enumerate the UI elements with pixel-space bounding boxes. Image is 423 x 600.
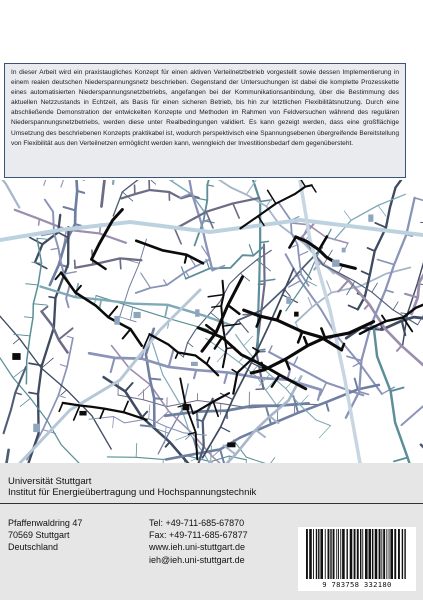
feeder-line <box>149 180 150 190</box>
feeder-line <box>26 284 38 285</box>
substation-marker <box>114 316 120 325</box>
barcode-bar <box>350 529 353 579</box>
barcode-digits: 9 783758 332180 <box>322 580 392 589</box>
feeder-line <box>277 311 281 320</box>
feeder-line <box>312 185 316 192</box>
substation-marker <box>79 411 86 416</box>
feeder-line <box>353 363 359 366</box>
feeder-line <box>362 271 370 275</box>
feeder-line <box>224 372 227 383</box>
feeder-line <box>339 266 343 273</box>
feeder-line <box>37 238 48 239</box>
contact-email-link[interactable]: ieh@ieh.uni-stuttgart.de <box>149 555 245 565</box>
barcode-bar <box>394 529 396 579</box>
address-street: Pfaffenwaldring 47 <box>8 518 83 528</box>
divider-line <box>0 503 423 504</box>
institute-name: Institut für Energieübertragung und Hochspannungstechnik <box>8 487 257 498</box>
substation-marker <box>195 309 199 317</box>
feeder-line <box>393 302 398 310</box>
feeder-line <box>120 239 147 317</box>
feeder-line <box>304 337 307 346</box>
feeder-line <box>39 219 40 225</box>
feeder-line <box>75 258 141 267</box>
feeder-line <box>207 185 213 186</box>
barcode-bar <box>362 529 363 579</box>
feeder-line <box>29 363 42 365</box>
feeder-line <box>125 383 132 391</box>
feeder-line <box>138 385 150 396</box>
feeder-line <box>75 224 81 226</box>
substation-marker <box>134 312 141 318</box>
barcode-bar <box>383 529 385 579</box>
feeder-line <box>49 297 55 298</box>
feeder-line <box>213 402 218 417</box>
feeder-line <box>59 328 73 339</box>
feeder-line <box>13 339 19 344</box>
feeder-line <box>385 290 393 292</box>
abstract-text: In dieser Arbeit wird ein praxistaugliches Konzept für einen aktiven Verteilnetzbetrieb vorgestellt sowie dessen Implementierung in einem realen deutschen Niederspannungsnetz beschrieben. Gegenstand der Untersuchungen ist dabei die komplette Prozesskette eines automatisierten Niederspannungsnetzbetriebs, angefangen bei der Kommunikationsanbindung, über die Bestimmung des aktuellen Netzzustands in Echtzeit, als Basis für einen sicheren Betrieb, bis hin zur letztlichen Flexibilitätsnutzung. Durch eine abschließende Demonstration der entwickelten Konzepte und Methoden im Rahmen von Feldversuchen während des regulären Niederspannungsnetzbetriebs, werden diese unter Realbedingungen validiert. Es kann gezeigt werden, dass eine großflächige Umsetzung des beschriebenen Konzepts praktikabel ist, wodurch perspektivisch eine Spannungsebenen übergreifende Bereitstellung von Flexibilität aus den Verteilnetzen ermöglicht werden kann, wenngleich der Investitionsbedarf dem gegenübersteht. <box>11 69 399 147</box>
feeder-line <box>33 304 47 305</box>
feeder-line <box>260 241 268 242</box>
feeder-line <box>32 262 42 263</box>
feeder-line <box>27 338 73 460</box>
barcode-bar <box>306 529 308 579</box>
feeder-line <box>372 283 377 292</box>
feeder-line <box>228 305 240 314</box>
feeder-line <box>58 396 65 398</box>
abstract-box <box>4 63 406 178</box>
feeder-line <box>259 279 274 281</box>
barcode-bar <box>379 529 381 579</box>
feeder-line <box>29 392 38 394</box>
contact-web-link[interactable]: www.ieh.uni-stuttgart.de <box>149 542 246 552</box>
feeder-line <box>61 273 142 346</box>
feeder-line <box>113 417 114 428</box>
feeder-line <box>149 405 150 419</box>
substation-marker <box>342 248 346 253</box>
network-map-illustration <box>0 180 423 463</box>
contact-tel: Tel: +49-711-685-67870 <box>149 518 245 528</box>
feeder-line <box>299 252 308 256</box>
substation-marker <box>368 215 373 222</box>
feeder-line <box>244 336 253 346</box>
feeder-line <box>112 180 116 184</box>
feeder-line <box>44 180 50 185</box>
feeder-line <box>26 238 41 384</box>
feeder-line <box>212 306 221 307</box>
feeder-line <box>108 307 117 318</box>
feeder-line <box>233 203 239 218</box>
barcode-bar <box>357 529 359 579</box>
feeder-line <box>91 210 122 260</box>
substation-marker <box>227 442 235 447</box>
feeder-line <box>375 223 386 228</box>
feeder-line <box>292 245 298 248</box>
feeder-line <box>75 260 76 267</box>
feeder-line <box>24 317 33 318</box>
feeder-line <box>349 305 358 309</box>
barcode-bar <box>386 529 387 579</box>
feeder-line <box>294 357 298 365</box>
feeder-line <box>169 350 174 367</box>
feeder-line <box>20 398 30 406</box>
feeder-line <box>67 336 73 338</box>
feeder-line <box>394 458 408 462</box>
feeder-line <box>382 316 386 322</box>
feeder-line <box>256 430 265 437</box>
barcode-bar <box>330 529 331 579</box>
barcode-bar <box>389 529 390 579</box>
feeder-line <box>141 425 155 426</box>
feeder-line <box>42 307 48 312</box>
barcode-bar <box>309 529 312 579</box>
feeder-line <box>51 248 58 249</box>
feeder-line <box>238 320 248 332</box>
barcode-bar <box>347 529 348 579</box>
feeder-line <box>194 370 196 378</box>
barcode-bar <box>365 529 368 579</box>
address-city: 70569 Stuttgart <box>8 530 70 540</box>
feeder-line <box>64 207 76 210</box>
substation-marker <box>294 312 299 317</box>
feeder-line <box>318 390 321 400</box>
feeder-line <box>415 198 423 202</box>
feeder-line <box>239 357 243 362</box>
feeder-line <box>142 412 147 418</box>
substation-marker <box>191 362 198 366</box>
feeder-line <box>378 205 386 216</box>
substation-marker <box>332 260 340 267</box>
feeder-line <box>208 295 224 297</box>
feeder-line <box>164 280 167 285</box>
feeder-line <box>374 326 423 463</box>
feeder-line <box>15 393 21 395</box>
barcode-bar <box>402 529 403 579</box>
barcode-bar <box>372 529 373 579</box>
feeder-line <box>180 378 197 459</box>
barcode-bar <box>320 529 323 579</box>
barcode-bar <box>318 529 319 579</box>
feeder-line <box>269 346 272 352</box>
feeder-line <box>344 211 351 220</box>
substation-marker <box>12 353 20 360</box>
feeder-line <box>141 273 151 288</box>
substation-marker <box>183 404 190 410</box>
feeder-line <box>136 259 210 293</box>
feeder-line <box>111 358 115 372</box>
barcode-bar <box>369 529 372 579</box>
feeder-line <box>186 272 190 278</box>
barcode-bar <box>338 529 339 579</box>
feeder-line <box>60 365 67 367</box>
feeder-line <box>188 342 193 346</box>
barcode-bar <box>313 529 314 579</box>
feeder-line <box>176 353 178 359</box>
feeder-line <box>0 180 19 207</box>
feeder-line <box>355 379 358 390</box>
barcode-bar <box>381 529 382 579</box>
feeder-line <box>165 305 167 316</box>
feeder-line <box>175 229 181 244</box>
feeder-line <box>249 245 253 256</box>
feeder-line <box>185 255 187 263</box>
feeder-line <box>61 180 66 187</box>
feeder-line <box>207 357 210 363</box>
barcode-bar <box>325 529 326 579</box>
feeder-line <box>342 344 344 350</box>
substation-marker <box>33 424 40 432</box>
feeder-line <box>59 403 63 411</box>
feeder-line <box>0 450 9 463</box>
feeder-line <box>124 401 129 412</box>
feeder-line <box>61 390 67 395</box>
feeder-line <box>319 426 330 438</box>
address-country: Deutschland <box>8 542 59 552</box>
feeder-line <box>120 258 121 268</box>
contact-fax: Fax: +49-711-685-67877 <box>149 530 248 540</box>
barcode-bar <box>375 529 378 579</box>
feeder-line <box>285 359 289 369</box>
feeder-line <box>136 443 137 457</box>
feeder-line <box>365 304 369 309</box>
feeder-line <box>136 241 203 264</box>
feeder-line <box>358 180 408 309</box>
barcode-bars <box>298 527 416 579</box>
feeder-line <box>154 398 162 399</box>
feeder-line <box>327 281 332 293</box>
feeder-line <box>100 409 104 419</box>
barcode-bar <box>340 529 341 579</box>
feeder-line <box>368 248 375 251</box>
feeder-line <box>268 190 276 203</box>
grid-network-map <box>0 180 423 463</box>
feeder-line <box>220 449 224 463</box>
feeder-line <box>405 294 418 298</box>
feeder-line <box>378 260 395 265</box>
feeder-line <box>172 180 177 181</box>
feeder-line <box>123 329 131 338</box>
barcode-bar <box>336 529 337 579</box>
barcode-bar <box>333 529 335 579</box>
barcode-bar <box>342 529 345 579</box>
university-name: Universität Stuttgart <box>8 476 92 487</box>
top-blank-area <box>0 0 423 62</box>
feeder-line <box>131 307 133 319</box>
isbn-barcode <box>298 527 416 591</box>
feeder-line <box>296 267 411 322</box>
feeder-line <box>326 402 328 411</box>
substation-marker <box>286 297 291 304</box>
feeder-line <box>308 298 312 308</box>
feeder-line <box>145 180 156 184</box>
feeder-line <box>166 442 170 447</box>
barcode-bar <box>354 529 356 579</box>
barcode-bar <box>328 529 330 579</box>
barcode-bar <box>316 529 317 579</box>
barcode-bar <box>390 529 393 579</box>
feeder-line <box>221 427 230 432</box>
feeder-line <box>397 346 402 351</box>
barcode-bar <box>404 529 405 579</box>
barcode-bar <box>360 529 361 579</box>
feeder-line <box>150 378 160 379</box>
barcode-bar <box>398 529 400 579</box>
